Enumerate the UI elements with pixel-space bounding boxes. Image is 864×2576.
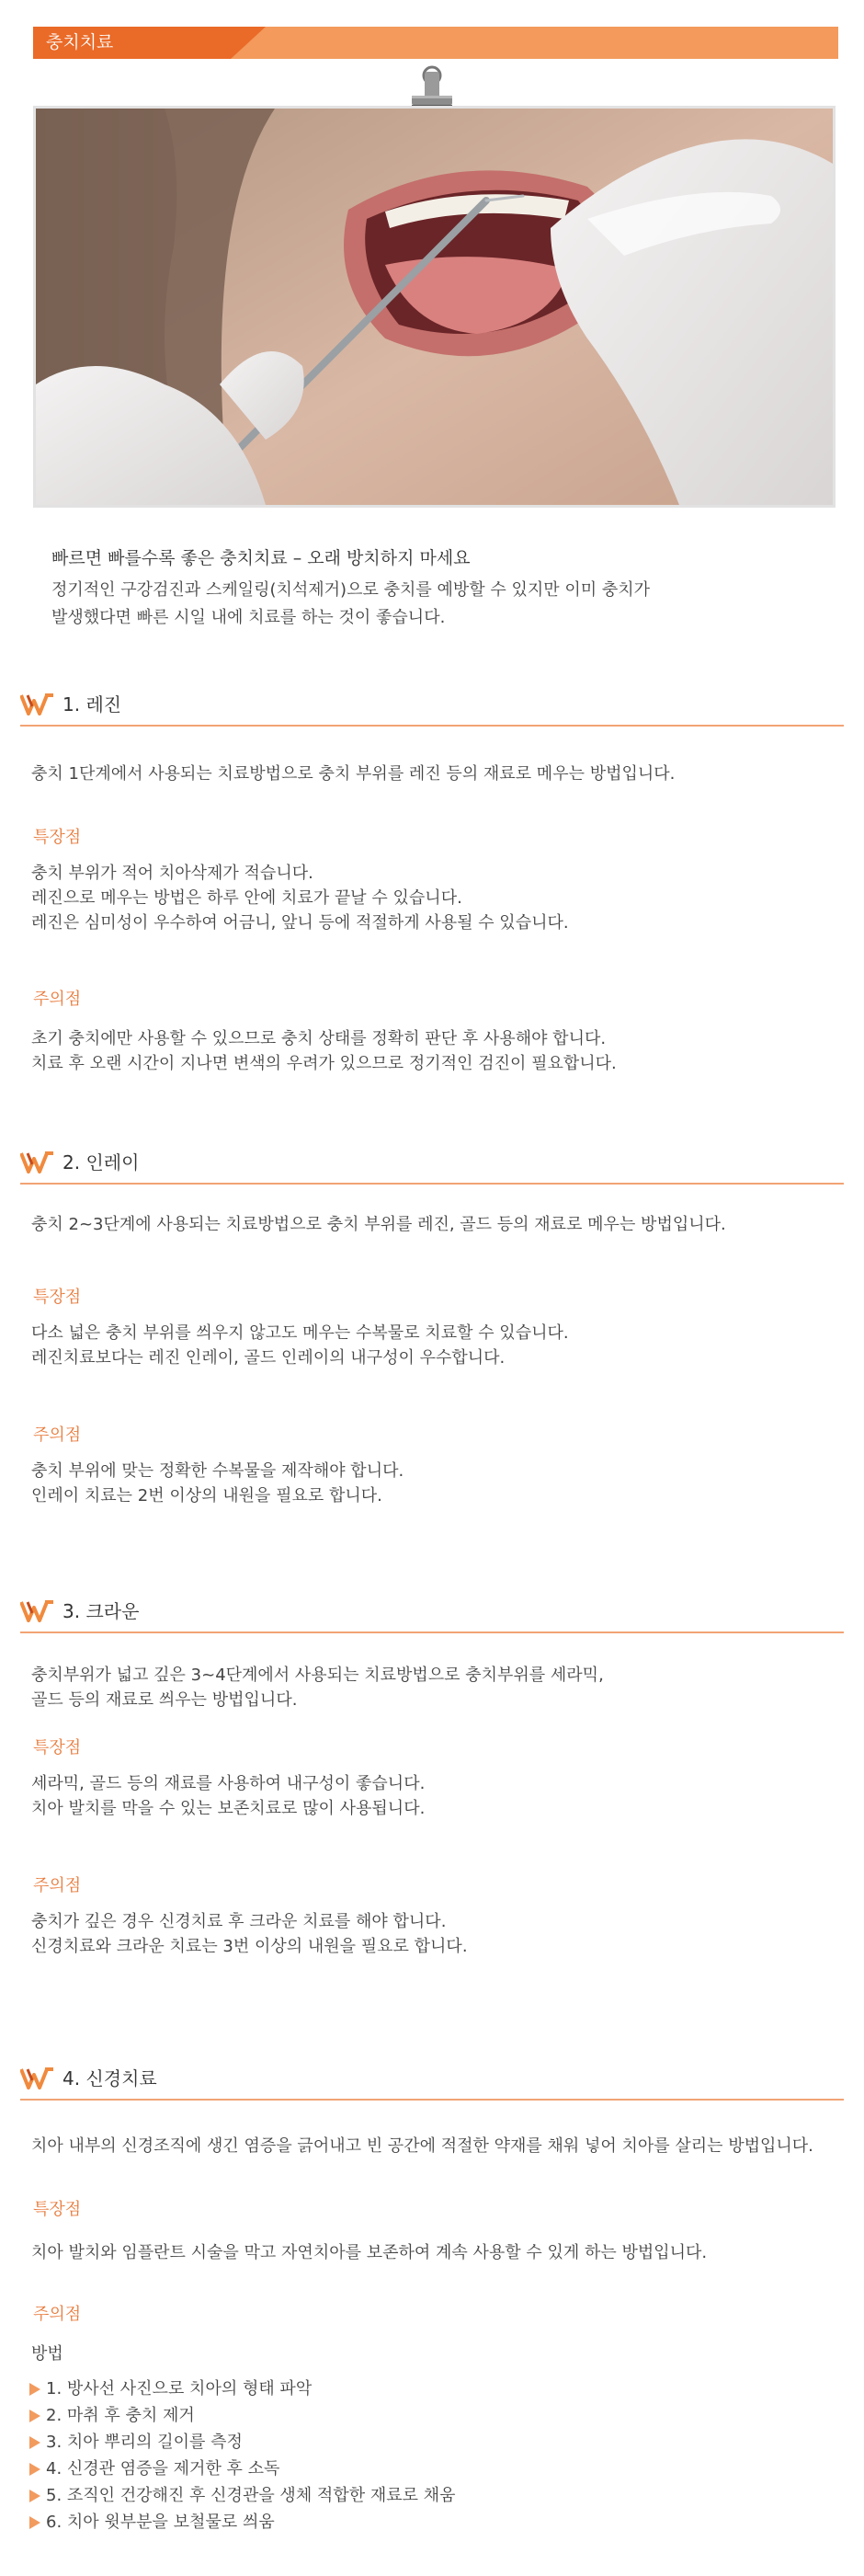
brand-v-logo-icon	[20, 1600, 55, 1622]
section-title: 3. 크라운	[63, 1600, 140, 1622]
method-step-text: 6. 치아 윗부분을 보철물로 씌움	[46, 2513, 275, 2532]
arrow-right-icon	[29, 2436, 40, 2449]
caution-item: 충치 부위에 맞는 정확한 수복물을 제작해야 합니다.	[31, 1461, 404, 1481]
page-header-bar	[33, 27, 838, 59]
section-heading-root-canal	[20, 2066, 844, 2101]
caution-item: 치료 후 오랜 시간이 지나면 변색의 우려가 있으므로 정기적인 검진이 필요합니다.	[31, 1054, 617, 1073]
arrow-right-icon	[29, 2383, 40, 2396]
method-step	[29, 2429, 455, 2456]
intro-headline: 빠르면 빠를수록 좋은 충치치료 – 오래 방치하지 마세요	[51, 548, 471, 568]
method-step-text: 2. 마취 후 충치 제거	[46, 2406, 195, 2425]
method-step-text: 4. 신경관 염증을 제거한 후 소독	[46, 2459, 280, 2479]
section-description: 충치 1단계에서 사용되는 치료방법으로 충치 부위를 레진 등의 재료로 메우는 방법입니다.	[31, 764, 676, 784]
arrow-right-icon	[29, 2463, 40, 2476]
features-label: 특장점	[33, 2200, 82, 2219]
caution-item: 신경치료와 크라운 치료는 3번 이상의 내원을 필요로 합니다.	[31, 1937, 468, 1956]
method-label: 방법	[31, 2344, 63, 2364]
intro-text-line: 정기적인 구강검진과 스케일링(치석제거)으로 충치를 예방할 수 있지만 이미 충치가	[51, 580, 651, 600]
brand-v-logo-icon	[20, 693, 55, 716]
feature-item: 세라믹, 골드 등의 재료를 사용하여 내구성이 좋습니다.	[31, 1774, 426, 1793]
section-title: 1. 레진	[63, 693, 122, 716]
features-label: 특장점	[33, 1738, 82, 1757]
feature-item: 레진치료보다는 레진 인레이, 골드 인레이의 내구성이 우수합니다.	[31, 1348, 506, 1368]
arrow-right-icon	[29, 2410, 40, 2422]
brand-v-logo-icon	[20, 1151, 55, 1174]
section-title: 2. 인레이	[63, 1151, 140, 1174]
feature-item: 레진은 심미성이 우수하여 어금니, 앞니 등에 적절하게 사용될 수 있습니다.	[31, 913, 569, 933]
features-label: 특장점	[33, 1288, 82, 1307]
section-description: 충치부위가 넓고 깊은 3~4단계에서 사용되는 치료방법으로 충치부위를 세라믹,	[31, 1666, 604, 1685]
arrow-right-icon	[29, 2490, 40, 2502]
feature-item: 다소 넓은 충치 부위를 씌우지 않고도 메우는 수복물로 치료할 수 있습니다.	[31, 1323, 569, 1343]
method-steps-list	[29, 2376, 455, 2536]
feature-item: 치아 발치를 막을 수 있는 보존치료로 많이 사용됩니다.	[31, 1799, 426, 1818]
cautions-label: 주의점	[33, 1425, 82, 1445]
cautions-label: 주의점	[33, 2305, 82, 2324]
section-description: 골드 등의 재료로 씌우는 방법입니다.	[31, 1690, 298, 1710]
method-step-text: 3. 치아 뿌리의 길이를 측정	[46, 2433, 243, 2452]
caution-item: 초기 충치에만 사용할 수 있으므로 충치 상태를 정확히 판단 후 사용해야 합니다.	[31, 1029, 607, 1048]
intro-block	[51, 544, 824, 632]
method-step	[29, 2482, 455, 2509]
cautions-label: 주의점	[33, 990, 82, 1009]
section-heading-crown	[20, 1598, 844, 1633]
page-title: 충치치료	[46, 32, 114, 52]
method-step	[29, 2456, 455, 2482]
section-description: 치아 내부의 신경조직에 생긴 염증을 긁어내고 빈 공간에 적절한 약재를 채워 넣어 치아를 살리는 방법입니다.	[31, 2136, 813, 2156]
method-step	[29, 2402, 455, 2429]
section-heading-resin	[20, 692, 844, 727]
brand-v-logo-icon	[20, 2067, 55, 2089]
feature-item: 레진으로 메우는 방법은 하루 안에 치료가 끝날 수 있습니다.	[31, 888, 462, 908]
arrow-right-icon	[29, 2516, 40, 2529]
caution-item: 인레이 치료는 2번 이상의 내원을 필요로 합니다.	[31, 1486, 382, 1506]
dental-illustration	[36, 109, 833, 505]
section-description: 충치 2~3단계에 사용되는 치료방법으로 충치 부위를 레진, 골드 등의 재료로 메우는 방법입니다.	[31, 1215, 726, 1234]
feature-item: 충치 부위가 적어 치아삭제가 적습니다.	[31, 864, 313, 883]
intro-text-line: 발생했다면 빠른 시일 내에 치료를 하는 것이 좋습니다.	[51, 608, 446, 627]
header-accent-corner	[231, 27, 266, 59]
method-step-text: 5. 조직인 건강해진 후 신경관을 생체 적합한 재료로 채움	[46, 2486, 456, 2505]
feature-item: 치아 발치와 임플란트 시술을 막고 자연치아를 보존하여 계속 사용할 수 있게 하는 방법입니다.	[31, 2243, 708, 2262]
caution-item: 충치가 깊은 경우 신경치료 후 크라운 치료를 해야 합니다.	[31, 1912, 447, 1931]
method-step-text: 1. 방사선 사진으로 치아의 형태 파악	[46, 2379, 313, 2399]
features-label: 특장점	[33, 828, 82, 847]
cautions-label: 주의점	[33, 1876, 82, 1895]
dental-treatment-photo	[33, 106, 836, 508]
section-heading-inlay	[20, 1150, 844, 1185]
section-title: 4. 신경치료	[63, 2067, 157, 2089]
method-step	[29, 2509, 455, 2536]
method-step	[29, 2376, 455, 2402]
